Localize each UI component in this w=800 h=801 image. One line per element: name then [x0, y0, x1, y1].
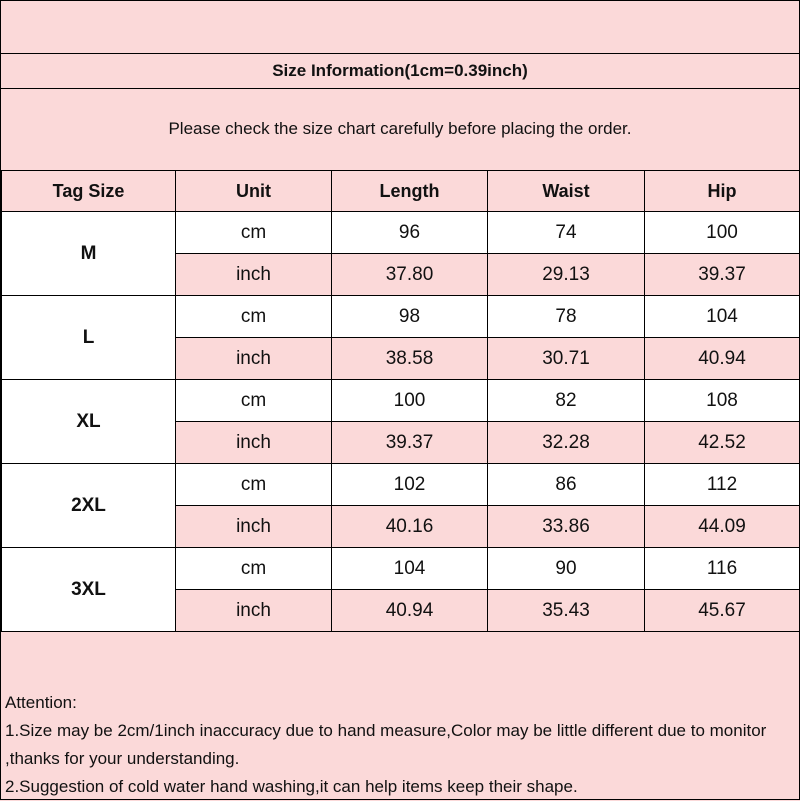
hip-cell: 116 — [645, 548, 800, 590]
attention-line-1-continued: ,thanks for your understanding. — [5, 749, 240, 768]
tag-size-cell: 2XL — [2, 464, 176, 548]
length-cell: 38.58 — [332, 338, 488, 380]
tag-size-cell: M — [2, 212, 176, 296]
length-cell: 37.80 — [332, 254, 488, 296]
length-cell: 98 — [332, 296, 488, 338]
length-cell: 104 — [332, 548, 488, 590]
header-row — [2, 171, 800, 212]
table-row — [2, 296, 800, 338]
length-cell: 39.37 — [332, 422, 488, 464]
waist-cell: 29.13 — [488, 254, 645, 296]
hip-cell: 104 — [645, 296, 800, 338]
unit-cell: inch — [176, 338, 332, 380]
table-row — [2, 548, 800, 590]
hip-cell: 100 — [645, 212, 800, 254]
header-unit: Unit — [176, 171, 332, 212]
waist-cell: 35.43 — [488, 590, 645, 632]
waist-cell: 78 — [488, 296, 645, 338]
waist-cell: 90 — [488, 548, 645, 590]
unit-cell: cm — [176, 212, 332, 254]
unit-cell: cm — [176, 464, 332, 506]
hip-cell: 112 — [645, 464, 800, 506]
waist-cell: 86 — [488, 464, 645, 506]
tag-size-cell: L — [2, 296, 176, 380]
attention-line-1: 1.Size may be 2cm/1inch inaccuracy due to hand measure,Color may be little different due to monitor — [5, 721, 767, 740]
unit-cell: inch — [176, 590, 332, 632]
chart-note: Please check the size chart carefully before placing the order. — [168, 119, 632, 138]
waist-cell: 82 — [488, 380, 645, 422]
header-hip: Hip — [645, 171, 800, 212]
tag-size-cell: XL — [2, 380, 176, 464]
chart-title: Size Information(1cm=0.39inch) — [1, 53, 799, 89]
header-waist: Waist — [488, 171, 645, 212]
tag-size-cell: 3XL — [2, 548, 176, 632]
table-row — [2, 380, 800, 422]
length-cell: 40.16 — [332, 506, 488, 548]
hip-cell: 44.09 — [645, 506, 800, 548]
unit-cell: inch — [176, 422, 332, 464]
header-length: Length — [332, 171, 488, 212]
hip-cell: 40.94 — [645, 338, 800, 380]
waist-cell: 33.86 — [488, 506, 645, 548]
attention-notes — [5, 689, 795, 801]
attention-heading: Attention: — [5, 693, 77, 712]
length-cell: 40.94 — [332, 590, 488, 632]
length-cell: 102 — [332, 464, 488, 506]
header-tag-size: Tag Size — [2, 171, 176, 212]
length-cell: 100 — [332, 380, 488, 422]
hip-cell: 42.52 — [645, 422, 800, 464]
waist-cell: 30.71 — [488, 338, 645, 380]
hip-cell: 39.37 — [645, 254, 800, 296]
attention-line-2: 2.Suggestion of cold water hand washing,it can help items keep their shape. — [5, 777, 578, 796]
unit-cell: inch — [176, 254, 332, 296]
waist-cell: 74 — [488, 212, 645, 254]
unit-cell: cm — [176, 296, 332, 338]
table-row — [2, 464, 800, 506]
length-cell: 96 — [332, 212, 488, 254]
unit-cell: inch — [176, 506, 332, 548]
hip-cell: 45.67 — [645, 590, 800, 632]
waist-cell: 32.28 — [488, 422, 645, 464]
hip-cell: 108 — [645, 380, 800, 422]
unit-cell: cm — [176, 380, 332, 422]
size-table — [1, 170, 800, 632]
unit-cell: cm — [176, 548, 332, 590]
table-row — [2, 212, 800, 254]
